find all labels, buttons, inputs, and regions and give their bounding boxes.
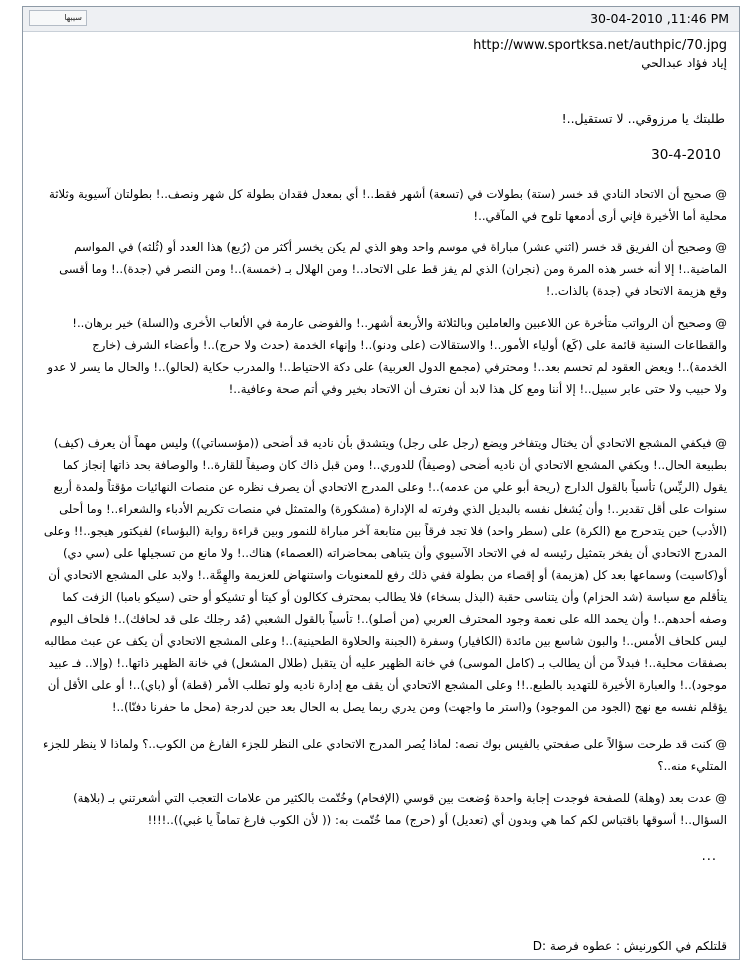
post-header-bar — [23, 7, 739, 32]
signature: قلتلكم في الكورنيش : عطوه فرصة :D — [532, 939, 727, 953]
image-url-link[interactable]: http://www.sportksa.net/authpic/70.jpg — [473, 38, 727, 53]
forum-post — [22, 6, 740, 960]
paragraph: @ وصحيح أن الرواتب متأخرة عن اللاعبين والعاملين وبالثلاثة والأربعة أشهر..! والفوضى عارمة في الألعاب الأخرى و(السلة) خير برهان..! والقطاعات السنية قائمة على (كَع) أولياء الأمور..! والاستقالات (على ودنو)..! وإنهاء الخدمة (حدث ولا حرج)..! وأعضاء الشرف (خارج الخدمة)..! ويعض العقود لم تحسم بعد..! ومحترفي (مجمع الدول العربية) على دكة الاحتياط..! والمدرب حكاية (لحالو)..! والحال ما يسر لا عدو ولا حبيب ولا حتى عابر سبيل..! إلا أننا ومع كل هذا لابد أن نعترف أن الاتحاد بخير وفي أتم صحة وعافية..! — [47, 316, 727, 396]
paragraph: @ فيكفي المشجع الاتحادي أن يختال ويتفاخر ويضع (رجل على رجل) ويتشدق بأن ناديه قد أضحى ((مؤسساتي)) وليس مهماً أن يعرف (كيف) بطبيعة الحال..! ويكفي المشجع الاتحادي أن ناديه أضحى (وصيفاً) للدوري..! ومن قبل ذاك كان وصيفاً للقارة..! والوصافة بحد ذاتها إنجاز كما يقول (الريِّس) تأسياً بالقول الدارج (ريحة أبو علي من عدمه)..! وعلى المدرج الاتحادي أن يصرف نظره عن منصات النهائيات مؤقتاً ولمدة أربع سنوات على أقل تقدير..! وأن يُشغل نفسه بالبديل الذي وفرته له الإدارة (مشكورة) والمتمثل في منصات تكريم الأدباء والشعراء..! وما أحلى (الأدب) حين يتدحرج مع (الكرة) على (سطر واحد) فلا تجد فرقاً بين متابعة آخر مباراة للنمور وبين قراءة رواية (البؤساء) لفيكتور هيجو..!! وعلى المدرج الاتحادي أن يفخر بتمثيل رئيسه له في الاتحاد الآسيوي وأن يتباهى بمحاضراته (العصماء) هناك..! ولا مانع من تسجيلها على (سي دي) أو(كاسيت) وسماعها بعد كل (هزيمة) أو إقصاء من بطولة ففي ذلك رفع للمعنويات واستنهاض للعزيمة والهِمَّة..! ولابد على المشجع الاتحادي أن يتأقلم مع سياسة (شد الحزام) وأن يتناسى حقبة (البذل بسخاء) فلا يطالب بمحترف ككالون أو كيتا أو تشيكو أو حتى (سيكو بامبا) الزفت كما وصفه أحدهم..! وأن يحمد الله على نعمة وجود المحترف العربي (من أصلو)..! تأسياً بالقول الشعبي (مُد رجلك على قد لحافك)..! فلحاف اليوم ليس كلحاف الأمس..! والبون شاسع بين مائدة (الكافيار) وسفرة (الجبنة والحلاوة الطحينية)..! وعلى المشجع الاتحادي أن يكف عن عبث مطالبه بصفقات محلية..! فبدلاً من أن يطالب بـ (كامل الموسى) في خانة الظهير عليه أن يتقبل (طلال المشعل) في خانة الظهير ذاتها..! (وإلا.. فـ عبيد موجود)..! والعبارة الأخيرة للتهديد بالطبع..!! وعلى المشجع الاتحادي أن يقف مع إدارة ناديه ولو تطلب الأمر (قطة) أو (باي)..! أو على الأقل أن يؤقلم نفسه مع نهج (الجود من الموجود) و(استر ما واجهت) ومن يدري ربما يصل به الحال بعد حين لدرجة (محل ما حفرنا دفنّا)..! — [43, 436, 727, 714]
paragraph: @ عدت بعد (وهلة) للصفحة فوجدت إجابة واحدة وُضعت بين قوسي (الإفحام) وخُتّمت بالكثير من علامات التعجب التي أشعرتني بـ (بلاهة) السؤال..! أسوقها باقتباس لكم كما هي وبدون أي (تعديل) أو (حرج) مما خُتّمت به: (( لأن الكوب فارغ تماماً يا غبي))..!!!! — [73, 791, 727, 827]
ellipsis: ... — [701, 849, 717, 864]
paragraph: @ صحيح أن الاتحاد النادي قد خسر (ستة) بطولات في (تسعة) أشهر فقط..! أي بمعدل فقدان بطولة كل شهر ونصف..! بطولتان آسيوية وثلاثة محلية أما الأخيرة فإني أرى أدمعها تلوح في المآقي..! — [49, 187, 727, 223]
paragraph: @ وصحيح أن الفريق قد خسر (اثني عشر) مباراة في موسم واحد وهو الذي لم يكن يخسر أكثر من (رُبع) هذا العدد أو (ثُلثه) في المواسم الماضية..! إلا أنه خسر هذه المرة ومن (نجران) الذي لم يفز قط على الاتحاد..! ومن الهلال بـ (خمسة)..! ومن النصر في (جدة)..! وما أقسى وقع هزيمة الاتحاد في (جدة) بالذات..! — [59, 240, 727, 298]
user-tag[interactable]: سيبها — [29, 10, 87, 26]
paragraph: @ كنت قد طرحت سؤالاً على صفحتي بالفيس بوك نصه: لماذا يُصر المدرج الاتحادي على النظر للجزء الفارغ من الكوب..؟ ولماذا لا ينظر للجزء المتليء منه..؟ — [42, 737, 727, 773]
post-datetime: 30-04-2010 ,11:46 PM — [590, 11, 729, 26]
author-name: إياد فؤاد عبدالحي — [641, 56, 727, 70]
article-date: 30-4-2010 — [651, 147, 721, 163]
post-body — [23, 33, 739, 959]
article-title: طلبتك يا مرزوقي.. لا تستقيل..! — [561, 111, 725, 126]
